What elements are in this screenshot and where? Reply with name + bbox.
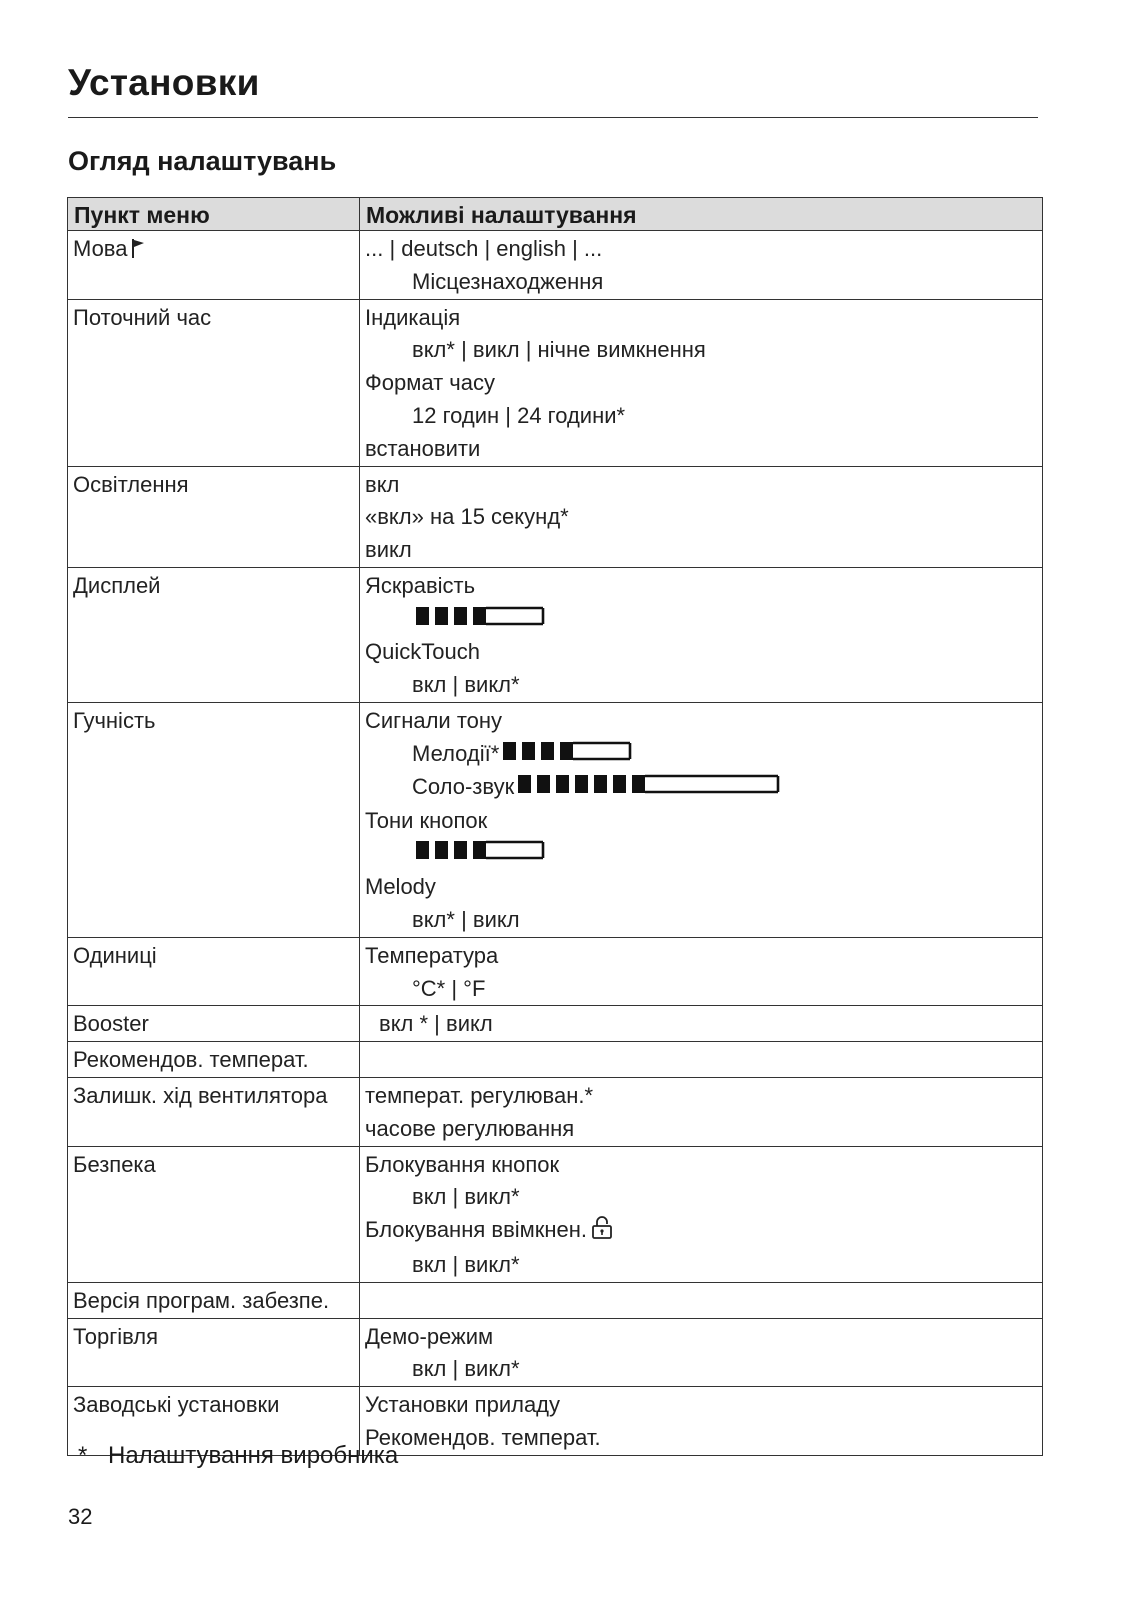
booster-values: вкл * | викл bbox=[379, 1011, 493, 1037]
menu-cell-language bbox=[68, 231, 360, 300]
time-format-values: 12 годин | 24 години* bbox=[412, 402, 626, 428]
menu-label-display: Дисплей bbox=[68, 567, 360, 702]
footnote bbox=[78, 1442, 398, 1470]
time-indication: Індикація bbox=[365, 304, 461, 330]
header-menu-item: Пункт меню bbox=[68, 198, 360, 231]
table-header-row bbox=[68, 198, 1043, 231]
page-number: 32 bbox=[68, 1504, 93, 1529]
table-row bbox=[68, 1318, 1043, 1387]
footnote-text: Налаштування виробника bbox=[108, 1442, 399, 1469]
options-cell-time bbox=[360, 299, 1043, 466]
brightness-level-bar bbox=[365, 603, 1042, 637]
time-indication-values: вкл* | викл | нічне вимкнення bbox=[412, 337, 706, 363]
melodies-label: Мелодії* bbox=[412, 740, 500, 766]
menu-label-language: Мова bbox=[73, 236, 128, 261]
volume-melody: Melody bbox=[365, 874, 436, 900]
options-cell-safety bbox=[360, 1146, 1043, 1282]
level-bar-icon bbox=[416, 838, 551, 871]
menu-label-safety: Безпека bbox=[68, 1146, 360, 1282]
system-lock-values: вкл | викл* bbox=[412, 1252, 520, 1278]
options-cell-booster bbox=[360, 1006, 1043, 1042]
table-row bbox=[68, 567, 1043, 702]
table-row bbox=[68, 1146, 1043, 1282]
menu-label-lighting: Освітлення bbox=[68, 466, 360, 567]
fan-time-controlled: часове регулювання bbox=[365, 1115, 575, 1141]
menu-label-booster: Booster bbox=[68, 1006, 360, 1042]
volume-key-tones: Тони кнопок bbox=[365, 807, 488, 833]
menu-label-software-version: Версія програм. забезпе. bbox=[68, 1282, 360, 1318]
retail-demo-mode: Демо-режим bbox=[365, 1323, 494, 1349]
language-options: ... | deutsch | english | ... bbox=[365, 236, 603, 261]
table-row bbox=[68, 1042, 1043, 1078]
menu-label-time: Поточний час bbox=[68, 299, 360, 466]
demo-mode-values: вкл | викл* bbox=[412, 1356, 520, 1382]
table-row bbox=[68, 1078, 1043, 1147]
options-cell-software-version bbox=[360, 1282, 1043, 1318]
options-cell-volume bbox=[360, 702, 1043, 937]
options-cell-language bbox=[360, 231, 1043, 300]
menu-label-volume: Гучність bbox=[68, 702, 360, 937]
volume-solo bbox=[365, 771, 1042, 805]
menu-label-recommended-temp: Рекомендов. температ. bbox=[68, 1042, 360, 1078]
display-quicktouch: QuickTouch bbox=[365, 639, 480, 665]
table-row bbox=[68, 1006, 1043, 1042]
safety-key-lock: Блокування кнопок bbox=[365, 1151, 560, 1177]
options-cell-retail bbox=[360, 1318, 1043, 1387]
units-temperature: Температура bbox=[365, 942, 499, 968]
menu-label-factory-defaults: Заводські установки bbox=[68, 1387, 360, 1456]
table-row bbox=[68, 937, 1043, 1006]
page-title: Установки bbox=[68, 62, 260, 103]
table-row bbox=[68, 702, 1043, 937]
settings-overview-table bbox=[67, 197, 1043, 1456]
options-cell-fan-runon bbox=[360, 1078, 1043, 1147]
factory-appliance-settings: Установки приладу bbox=[365, 1392, 561, 1418]
keytone-level-bar bbox=[365, 838, 1042, 872]
lighting-on: вкл bbox=[365, 471, 400, 497]
table-row bbox=[68, 299, 1043, 466]
options-cell-factory-defaults bbox=[360, 1387, 1043, 1456]
factory-recommended-temp: Рекомендов. температ. bbox=[365, 1425, 601, 1451]
header-possible-settings: Можливі налаштування bbox=[360, 198, 1043, 231]
flag-icon bbox=[131, 235, 145, 268]
level-bar-icon bbox=[518, 772, 786, 805]
options-cell-display bbox=[360, 567, 1043, 702]
options-cell-recommended-temp bbox=[360, 1042, 1043, 1078]
units-values: °C* | °F bbox=[412, 975, 486, 1001]
safety-system-lock bbox=[365, 1214, 1042, 1249]
quicktouch-values: вкл | викл* bbox=[412, 672, 520, 698]
lock-icon bbox=[591, 1215, 613, 1249]
lighting-off: викл bbox=[365, 537, 412, 563]
menu-label-retail: Торгівля bbox=[68, 1318, 360, 1387]
table-row bbox=[68, 466, 1043, 567]
table-row bbox=[68, 1282, 1043, 1318]
time-format: Формат часу bbox=[365, 370, 495, 396]
options-cell-units bbox=[360, 937, 1043, 1006]
footnote-marker: * bbox=[78, 1442, 88, 1469]
melody-values: вкл* | викл bbox=[412, 907, 520, 933]
key-lock-values: вкл | викл* bbox=[412, 1184, 520, 1210]
section-title: Огляд налаштувань bbox=[68, 146, 337, 176]
lighting-15s: «вкл» на 15 секунд* bbox=[365, 504, 569, 530]
time-set: встановити bbox=[365, 435, 481, 461]
volume-signal-tones: Сигнали тону bbox=[365, 707, 503, 733]
title-divider bbox=[68, 117, 1038, 118]
language-location: Місцезнаходження bbox=[412, 268, 604, 294]
level-bar-icon bbox=[503, 739, 638, 772]
menu-label-fan-runon: Залишк. хід вентилятора bbox=[68, 1078, 360, 1147]
solo-label: Соло-звук bbox=[412, 774, 515, 800]
system-lock-label: Блокування ввімкнен. bbox=[365, 1217, 588, 1243]
volume-melodies bbox=[365, 738, 1042, 772]
display-brightness: Яскравість bbox=[365, 572, 476, 598]
fan-temp-controlled: температ. регулюван.* bbox=[365, 1083, 594, 1109]
table-row bbox=[68, 231, 1043, 300]
menu-label-units: Одиниці bbox=[68, 937, 360, 1006]
options-cell-lighting bbox=[360, 466, 1043, 567]
level-bar-icon bbox=[416, 604, 551, 637]
